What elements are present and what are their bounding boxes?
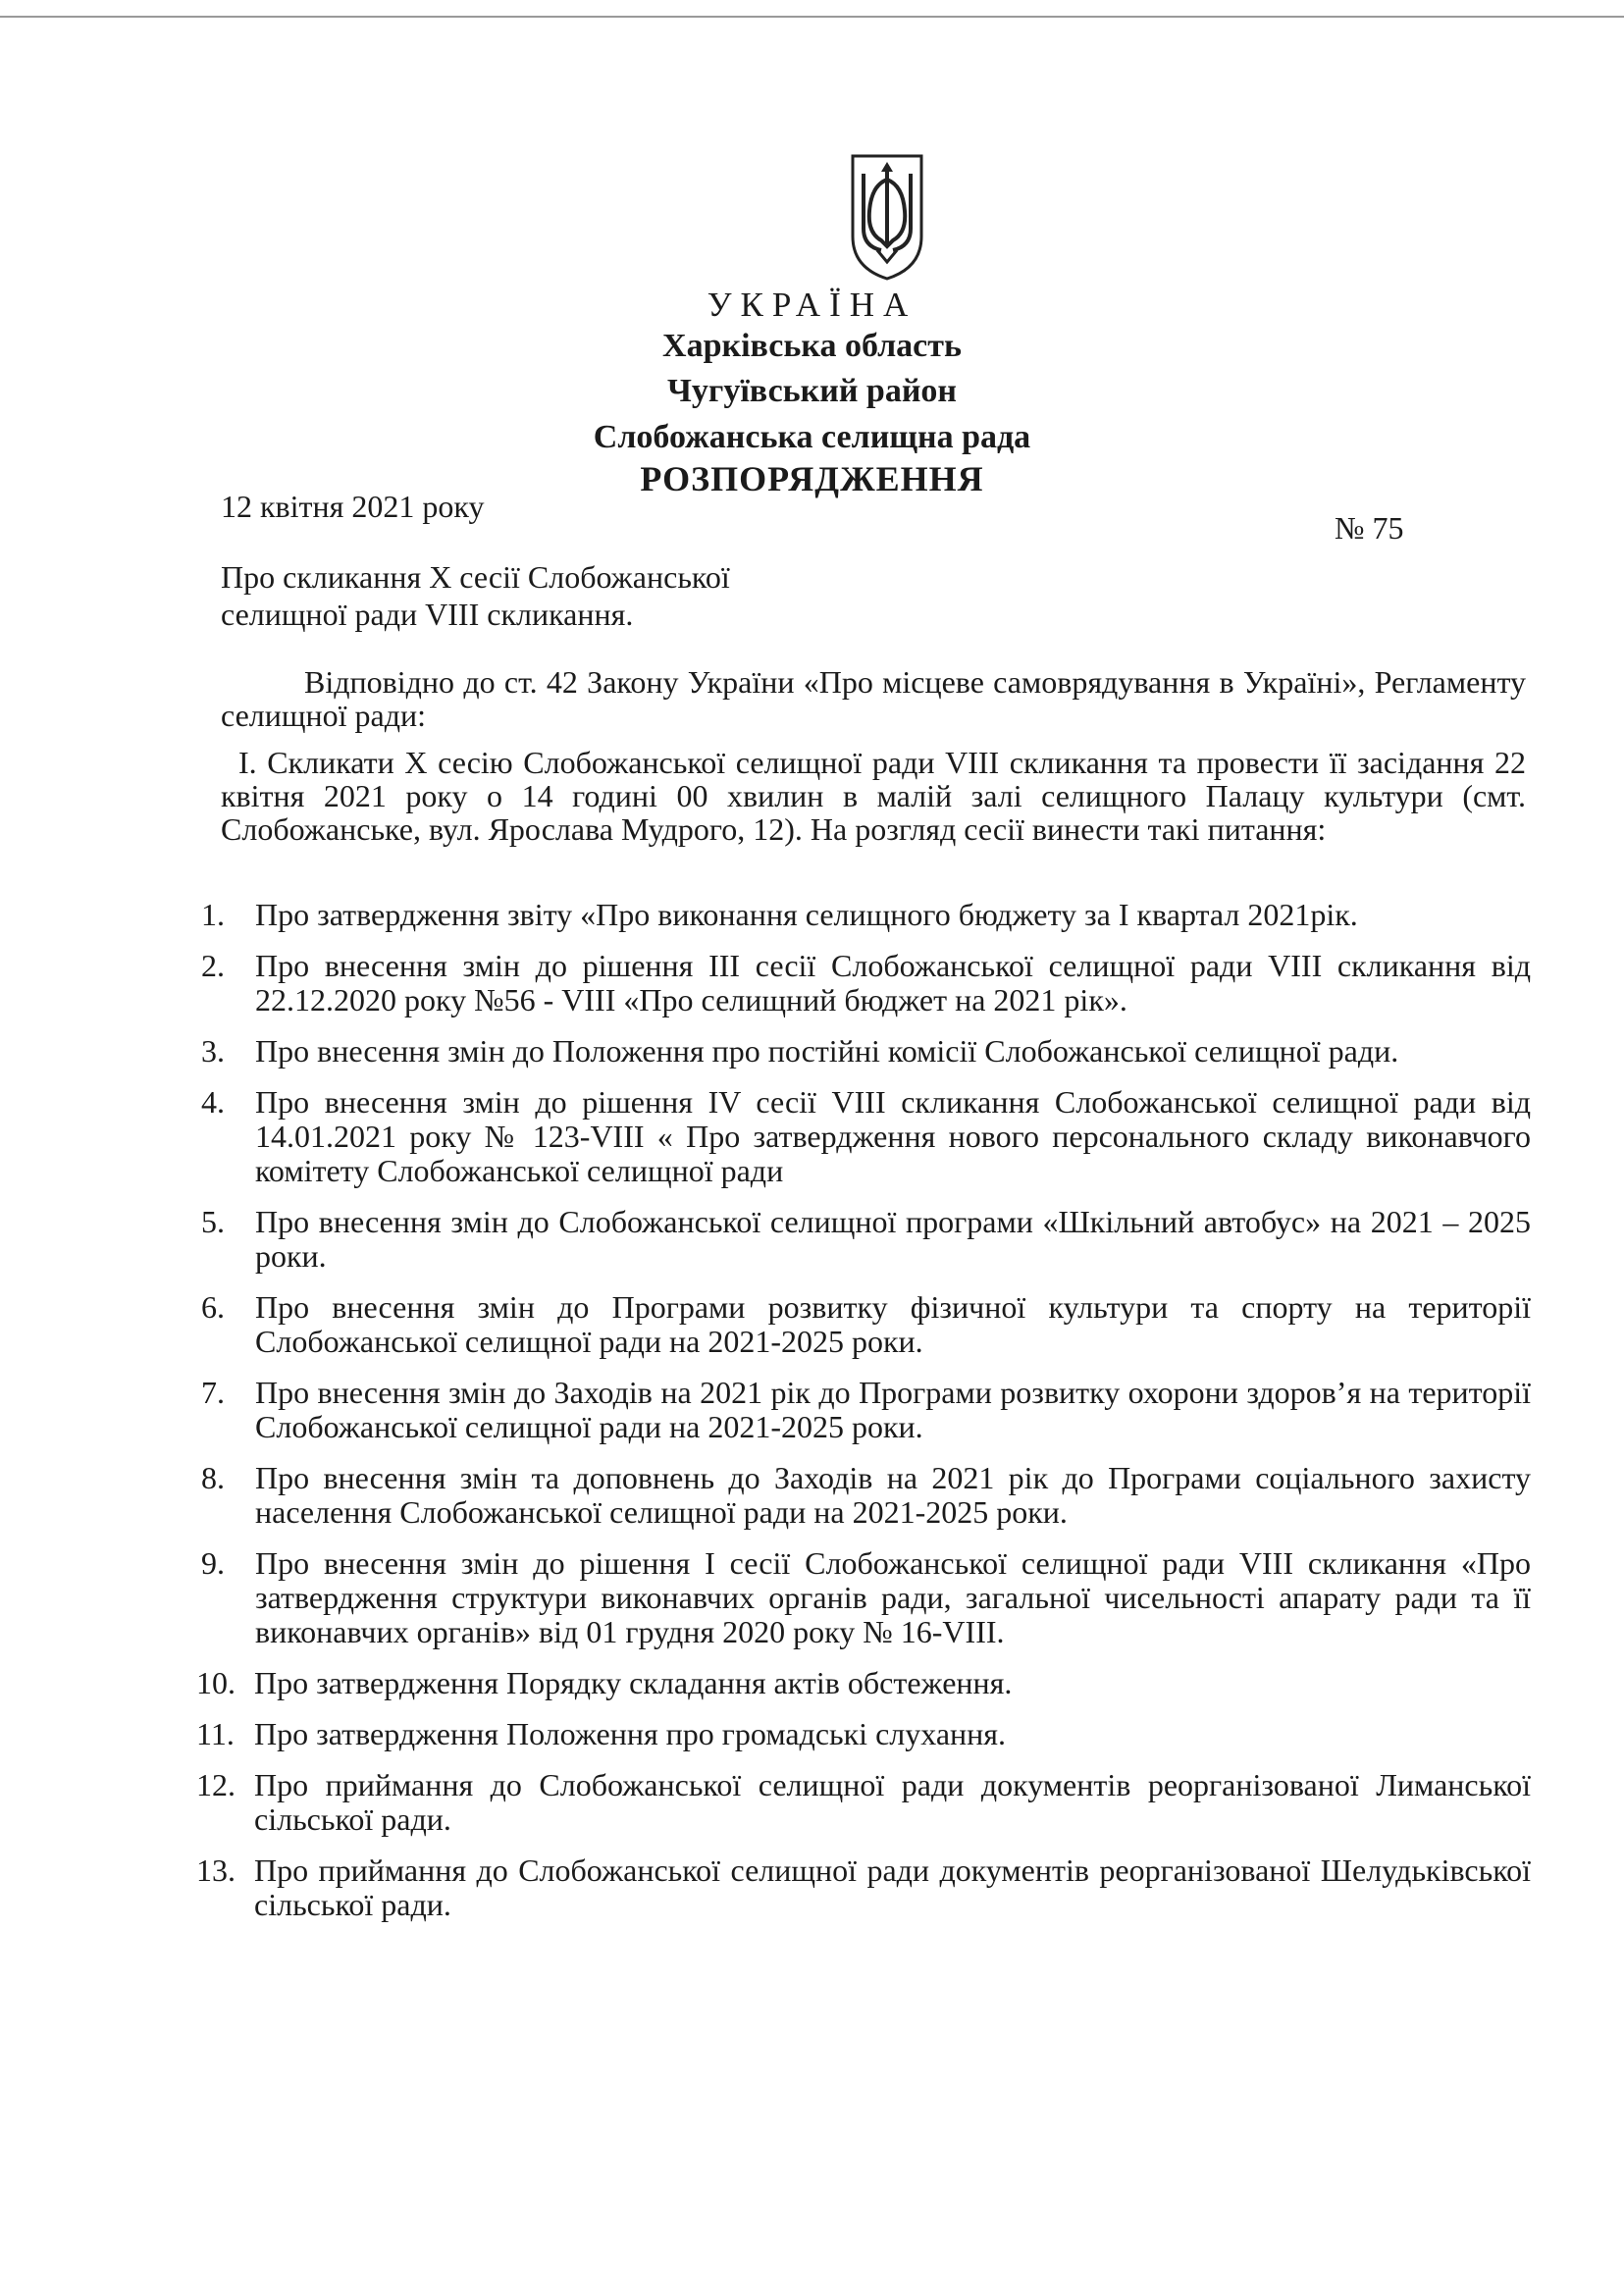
council-heading: Слобожанська селищна рада [593, 419, 1031, 455]
agenda-item-number: 9. [201, 1545, 225, 1581]
agenda-item [201, 1290, 1531, 1359]
agenda-item-number: 12. [196, 1767, 236, 1802]
agenda-item [196, 1716, 1531, 1751]
agenda-item-text: Про внесення змін до Програми розвитку фізичної культури та спорту на території Слобожанської селищної ради на 2021-2025 роки. [255, 1289, 1531, 1359]
document-subject [221, 558, 730, 633]
country-heading: УКРАЇНА [707, 286, 917, 324]
agenda-item-text: Про внесення змін до рішення IV сесії VIII скликання Слобожанської селищної ради від 14.01.2021 року № 123-VIII « Про затвердження нового персонального складу виконавчого комітету Слобожанської селищної ради [255, 1084, 1531, 1188]
agenda-item-text: Про приймання до Слобожанської селищної ради документів реорганізованої Шелудьківської сільської ради. [254, 1852, 1531, 1922]
document-number: № 75 [1335, 510, 1404, 546]
document-type-heading: РОЗПОРЯДЖЕННЯ [640, 459, 984, 498]
agenda-item-text: Про внесення змін до рішення I сесії Слобожанської селищної ради VIII скликання «Про затвердження структури виконавчих органів ради, загальної чисельності апарату ради та її виконавчих органів» від 01 грудня 2020 року № 16-VIII. [255, 1545, 1531, 1649]
agenda-item-number: 8. [201, 1460, 225, 1495]
agenda-item-number: 10. [196, 1665, 236, 1700]
agenda-item [196, 1665, 1531, 1700]
agenda-item-number: 2. [201, 948, 225, 983]
order-item-paragraph: I. Скликати Х сесію Слобожанської селищної ради VIII скликання та провести її засідання 22 квітня 2021 року о 14 годині 00 хвилин в малій залі селищного Палацу культури (смт. Слобожанське, вул. Ярослава Мудрого, 12). На розгляд сесії винести такі питання: [221, 745, 1526, 847]
agenda-item-text: Про внесення змін до рішення III сесії Слобожанської селищної ради VIII скликання від 22.12.2020 року №56 - VIII «Про селищний бюджет на 2021 рік». [255, 948, 1531, 1017]
agenda-item-text: Про внесення змін до Заходів на 2021 рік до Програми розвитку охорони здоров’я на території Слобожанської селищної ради на 2021-2025 роки. [255, 1375, 1531, 1444]
agenda-item-number: 11. [196, 1716, 235, 1751]
agenda-item-text: Про внесення змін та доповнень до Заходів на 2021 рік до Програми соціального захисту населення Слобожанської селищної ради на 2021-2025 роки. [255, 1460, 1531, 1530]
agenda-item-text: Про затвердження звіту «Про виконання селищного бюджету за I квартал 2021рік. [255, 897, 1358, 932]
agenda-item-number: 5. [201, 1204, 225, 1239]
agenda-item [201, 1034, 1531, 1069]
agenda-item-number: 13. [196, 1852, 236, 1888]
agenda-item [201, 898, 1531, 932]
oblast-heading: Харківська область [662, 328, 962, 364]
agenda-item [201, 1205, 1531, 1274]
agenda-item-text: Про внесення змін до Слобожанської селищної програми «Шкільний автобус» на 2021 – 2025 роки. [255, 1204, 1531, 1274]
agenda-item-text: Про приймання до Слобожанської селищної ради документів реорганізованої Лиманської сільської ради. [254, 1767, 1531, 1837]
agenda-item-number: 3. [201, 1033, 225, 1069]
document-date: 12 квітня 2021 року [221, 489, 485, 524]
agenda-item-text: Про затвердження Положення про громадські слухання. [254, 1716, 1006, 1751]
coat-of-arms-icon [848, 152, 926, 283]
agenda-item-number: 4. [201, 1084, 225, 1120]
intro-paragraph: Відповідно до ст. 42 Закону України «Про місцеве самоврядування в Україні», Регламенту селищної ради: [221, 664, 1526, 733]
subject-line: селищної ради VIII скликання. [221, 597, 634, 632]
agenda-item-text: Про внесення змін до Положення про постійні комісії Слобожанської селищної ради. [255, 1033, 1399, 1069]
agenda-item [201, 949, 1531, 1017]
agenda-item-number: 6. [201, 1289, 225, 1325]
agenda-item [201, 1376, 1531, 1444]
agenda-item [196, 1767, 1531, 1837]
agenda-item-number: 1. [201, 897, 225, 932]
agenda-list [196, 897, 1531, 1939]
page-top-edge [0, 16, 1624, 18]
subject-line: Про скликання Х сесії Слобожанської [221, 559, 730, 595]
agenda-item-number: 7. [201, 1375, 225, 1410]
agenda-item [201, 1546, 1531, 1649]
agenda-item [201, 1461, 1531, 1530]
agenda-item [196, 1852, 1531, 1922]
agenda-item-text: Про затвердження Порядку складання актів обстеження. [254, 1665, 1013, 1700]
raion-heading: Чугуївський район [666, 373, 958, 409]
agenda-item [201, 1085, 1531, 1188]
